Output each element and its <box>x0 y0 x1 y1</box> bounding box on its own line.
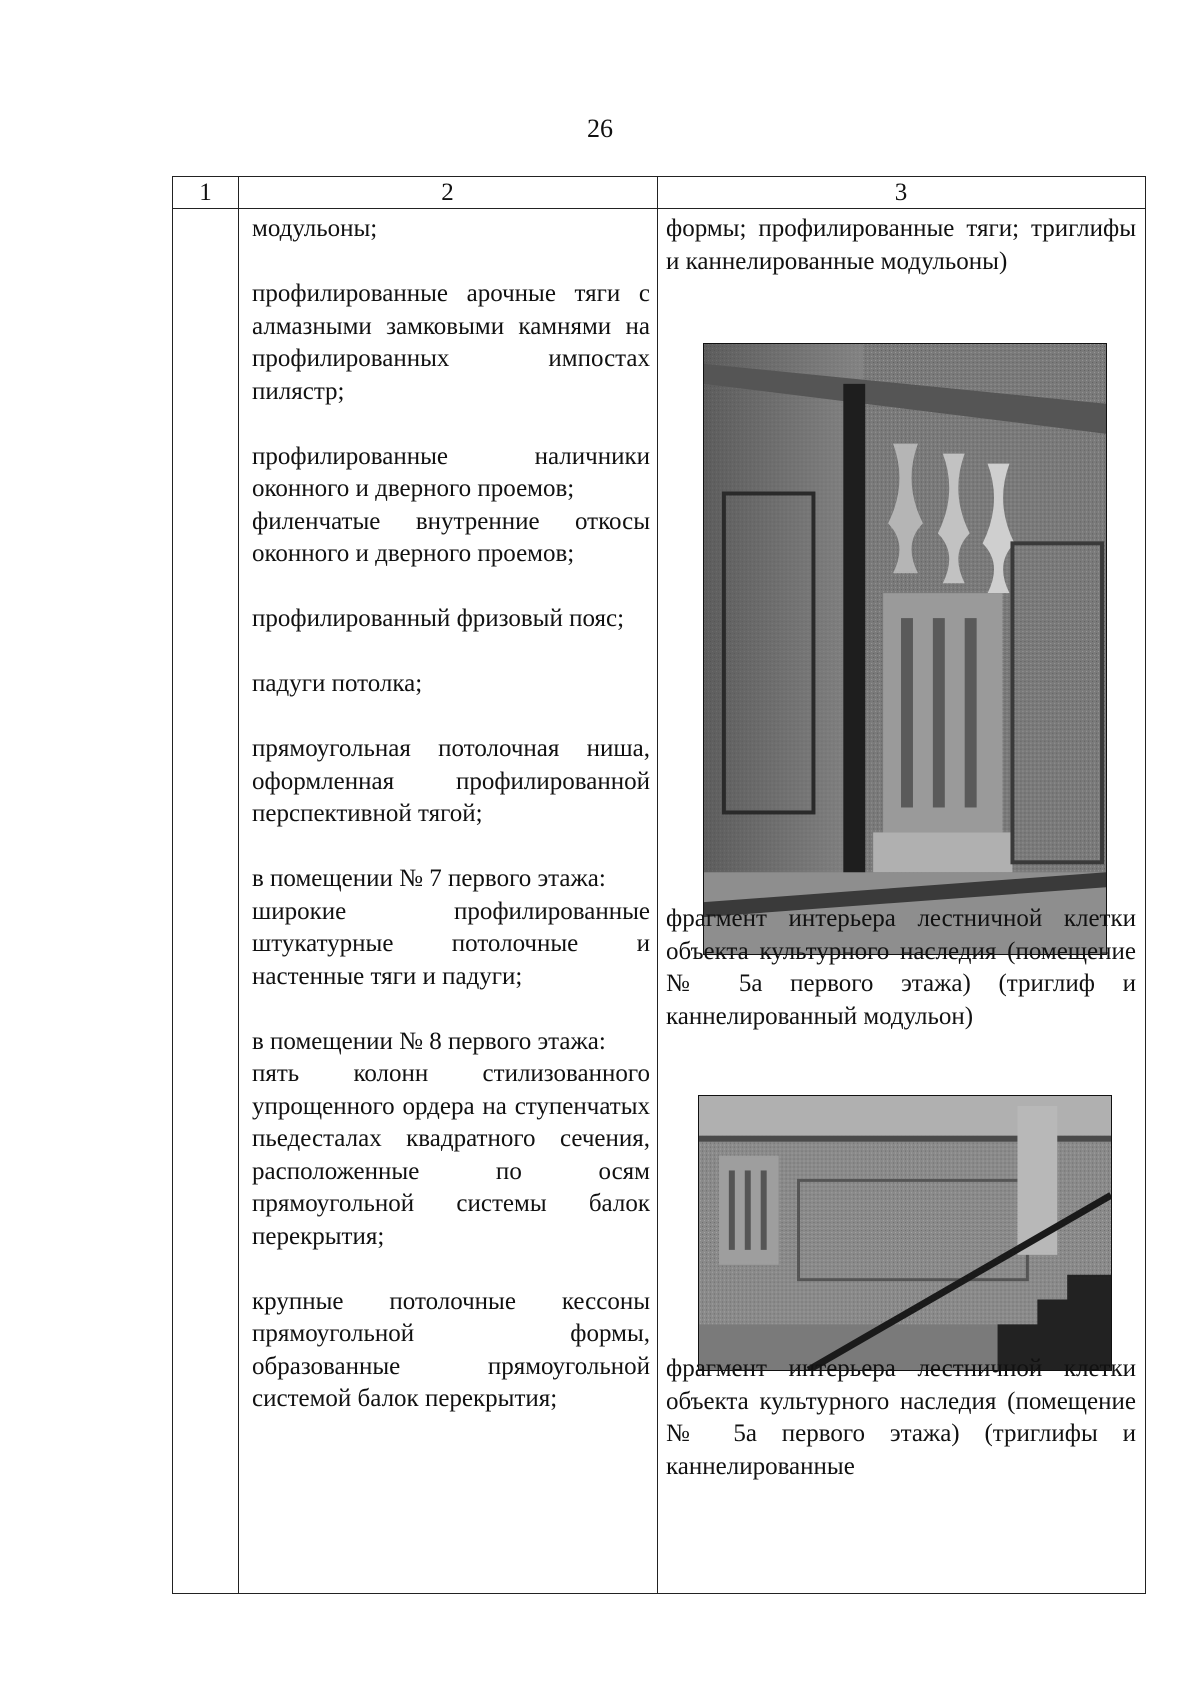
staircase-modillion-photo <box>703 343 1107 955</box>
list-item: пять колонн стилизованного упрощенного ордера на ступенчатых пьедесталах квадратного сечения, расположенные по осям прямоугольной системы балок перекрытия; <box>252 1060 650 1250</box>
list-item: крупные потолочные кессоны прямоугольной формы, образованные прямоугольной системой балок перекрытия; <box>252 1287 650 1412</box>
heritage-elements-table <box>172 176 1146 1594</box>
list-item: прямоугольная потолочная ниша, оформленная профилированной перспективной тягой; <box>252 735 650 827</box>
list-item: падуги потолка; <box>252 670 423 697</box>
header-col-3: 3 <box>894 179 908 206</box>
header-col-2: 2 <box>441 179 454 206</box>
list-item: профилированный фризовый пояс; <box>252 605 625 632</box>
column-divider-1 <box>238 177 239 1593</box>
staircase-triglyph-photo <box>698 1095 1112 1371</box>
list-item: в помещении № 8 первого этажа: <box>252 1027 606 1055</box>
photo-caption-1: фрагмент интерьера лестничной клетки объекта культурного наследия (помещение № 5а первого этажа) (триглиф и каннелированный модульон) <box>666 905 1136 1030</box>
col3-top-text: формы; профилированные тяги; триглифы и каннелированные модульоны) <box>666 215 1136 275</box>
list-item: модульоны; <box>252 215 378 242</box>
list-item: филенчатые внутренние откосы оконного и дверного проемов; <box>252 507 650 567</box>
column-divider-2 <box>657 177 658 1593</box>
photo-caption-2: фрагмент интерьера лестничной клетки объекта культурного наследия (помещение № 5а первого этажа) (триглифы и каннелированные <box>666 1355 1136 1480</box>
header-col-1: 1 <box>199 179 212 206</box>
list-item: профилированные наличники оконного и дверного проемов; <box>252 442 650 502</box>
header-divider <box>173 208 1145 209</box>
list-item: в помещении № 7 первого этажа: <box>252 865 606 892</box>
list-item: широкие профилированные штукатурные потолочные и настенные тяги и падуги; <box>252 897 650 990</box>
list-item: профилированные арочные тяги с алмазными замковыми камнями на профилированных импостах пилястр; <box>252 280 650 405</box>
elements-list <box>252 213 650 1416</box>
page-number: 26 <box>587 114 613 143</box>
